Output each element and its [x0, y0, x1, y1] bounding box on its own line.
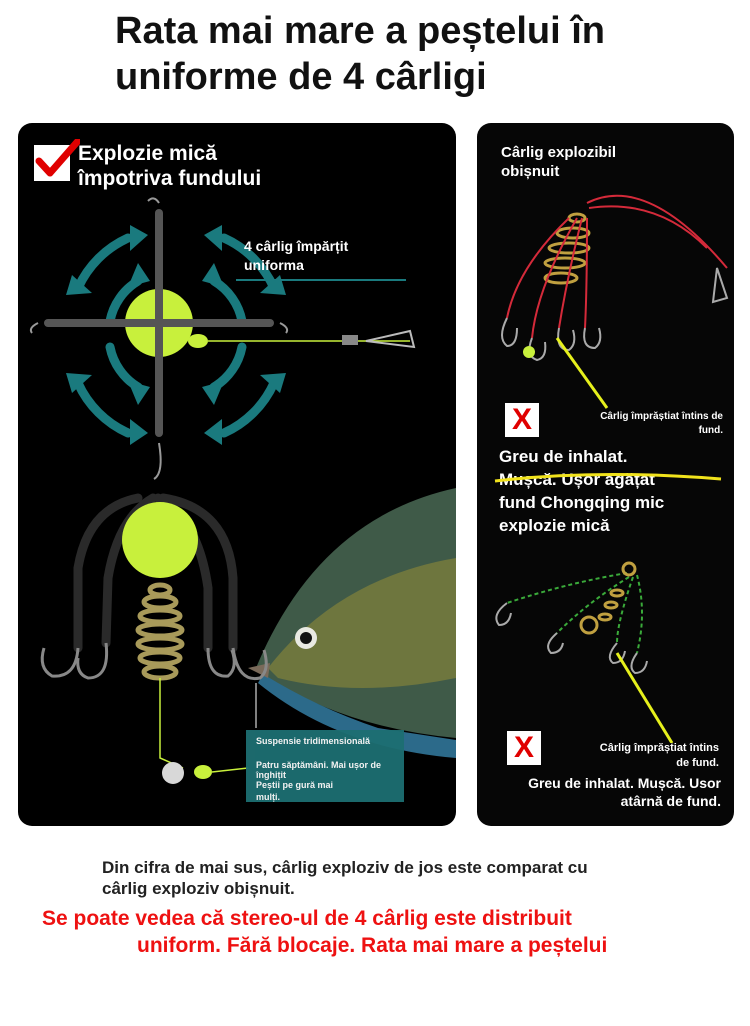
title-text [115, 8, 715, 100]
bottom-desc-line-1: Greu de inhalat. Mușcă. Usor [528, 775, 721, 791]
bottom-desc-line-2: atârnă de fund. [620, 793, 721, 809]
top-desc-line-3: fund Chongqing mic [499, 493, 665, 512]
conclusion-note [42, 905, 722, 959]
heading-line-1: Explozie mică [78, 142, 217, 165]
ordinary-rig-panel [477, 123, 734, 826]
title-line-2: uniforme de 4 cârligi [115, 56, 487, 98]
right-heading-line-2: obișnuit [501, 163, 560, 180]
ordinary-rig-top-illustration [477, 178, 734, 428]
info-box [246, 730, 404, 802]
bottom-description [487, 774, 721, 810]
top-desc-line-4: explozie mică [499, 516, 610, 535]
comparison-line-1: Din cifra de mai sus, cârlig exploziv de jos este comparat cu [102, 858, 588, 877]
conclusion-line-1: Se poate vedea că stereo-ul de 4 cârlig este distribuit [42, 907, 572, 930]
comparison-note [102, 857, 588, 899]
top-desc-line-1: Greu de inhalat. [499, 447, 628, 466]
title-line-1: Rata mai mare a peștelui în [115, 10, 605, 52]
info-line-1: Suspensie tridimensională [256, 736, 371, 746]
bottom-note [547, 741, 719, 771]
top-note [545, 410, 723, 438]
bottom-note-line-1: Cârlig împrăștiat întins [599, 742, 719, 754]
top-x-icon: X [505, 403, 539, 437]
comparison-line-2: cârlig exploziv obișnuit. [102, 879, 295, 898]
top-strike-line [477, 469, 734, 489]
conclusion-line-2: uniform. Fără blocaje. Rata mai mare a peștelui [137, 934, 608, 957]
info-line-3: Peștii pe gură mai [256, 780, 334, 790]
top-note-line-2: fund. [698, 425, 723, 436]
top-desc-line-2: Mușcă. Ușor agățat [499, 470, 655, 489]
ordinary-rig-bottom-illustration [477, 553, 734, 743]
four-hook-rig-panel [18, 123, 456, 826]
bottom-note-line-2: de fund. [676, 757, 719, 769]
checkmark-icon [34, 145, 70, 181]
info-line-2: Patru săptămâni. Mai ușor de înghițit [256, 760, 382, 780]
hook-layout-diagram [18, 183, 456, 523]
callout-line-2: uniforma [244, 257, 304, 273]
bottom-x-icon: X [507, 731, 541, 765]
info-line-4: mulți. [256, 792, 280, 802]
hook-callout [244, 237, 348, 275]
right-heading-line-1: Cârlig explozibil [501, 144, 617, 161]
top-description [499, 445, 664, 537]
callout-line-1: 4 cârlig împărțit [244, 238, 349, 254]
heading-line-2: împotriva fundului [78, 167, 262, 190]
right-heading [501, 143, 616, 181]
top-note-line-1: Cârlig împrăștiat întins de [600, 411, 723, 422]
